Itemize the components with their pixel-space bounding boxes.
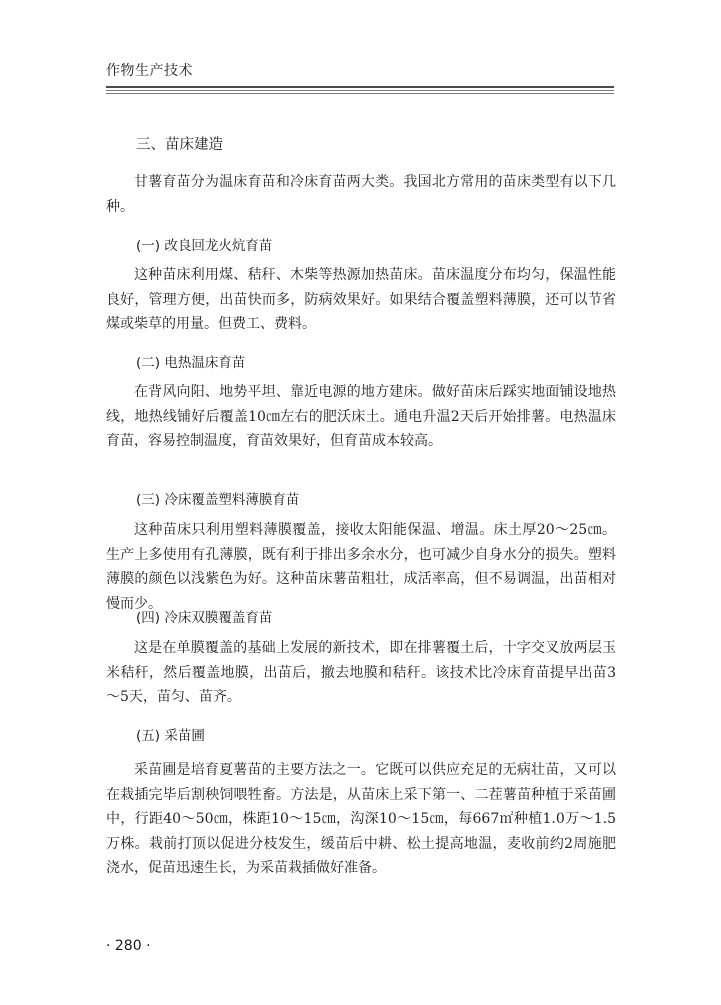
subsection-text-5: 采苗圃是培育夏薯苗的主要方法之一。它既可以供应充足的无病壮苗，又可以在栽插完毕后割秧饲喂牲畜。方法是，从苗床上采下第一、二茬薯苗种植于采苗圃中，行距40～50㎝，株距10～15㎝，沟深10～15㎝，每667㎡种植1.0万～1.5万株。栽前打顶以促进分枝发生，缓苗后中耕、松土提高地温，麦收前约2周施肥浇水，促苗迅速生长，为采苗栽插做好准备。 [106, 762, 616, 876]
subsection-title-3: (三) 冷床覆盖塑料薄膜育苗 [136, 492, 300, 508]
header-rule-thin [106, 90, 614, 91]
subsection-text-4: 这是在单膜覆盖的基础上发展的新技术，即在排薯覆土后，十字交叉放两层玉米秸秆，然后覆盖地膜，出苗后，撤去地膜和秸秆。该技术比冷床育苗提早出苗3～5天，苗匀、苗齐。 [106, 640, 616, 705]
section-intro: 甘薯育苗分为温床育苗和冷床育苗两大类。我国北方常用的苗床类型有以下几种。 [106, 174, 616, 215]
header-rule-thick [106, 86, 614, 88]
subsection-title-4: (四) 冷床双膜覆盖育苗 [136, 610, 273, 626]
header-rule-thin-lower [106, 93, 614, 94]
page-number: · 280 · [106, 938, 151, 954]
subsection-text-1: 这种苗床利用煤、秸秆、木柴等热源加热苗床。苗床温度分布均匀，保温性能良好，管理方便，出苗快而多，防病效果好。如果结合覆盖塑料薄膜，还可以节省煤或柴草的用量。但费工、费料。 [106, 267, 616, 332]
subsection-text-3: 这种苗床只利用塑料薄膜覆盖，接收太阳能保温、增温。床土厚20～25㎝。生产上多使用有孔薄膜，既有利于排出多余水分，也可减少自身水分的损失。塑料薄膜的颜色以浅紫色为好。这种苗床薯苗粗壮，成活率高，但不易调温，出苗相对慢而少。 [106, 522, 616, 612]
section-title: 三、苗床建造 [136, 137, 223, 153]
running-header: 作物生产技术 [106, 63, 193, 79]
subsection-title-5: (五) 采苗圃 [136, 728, 205, 744]
subsection-text-2: 在背风向阳、地势平坦、靠近电源的地方建床。做好苗床后踩实地面铺设地热线，地热线铺好后覆盖10㎝左右的肥沃床土。通电升温2天后开始排薯。电热温床育苗，容易控制温度，育苗效果好，但育苗成本较高。 [106, 384, 616, 449]
subsection-title-2: (二) 电热温床育苗 [136, 355, 246, 371]
subsection-title-1: (一) 改良回龙火炕育苗 [136, 238, 273, 254]
